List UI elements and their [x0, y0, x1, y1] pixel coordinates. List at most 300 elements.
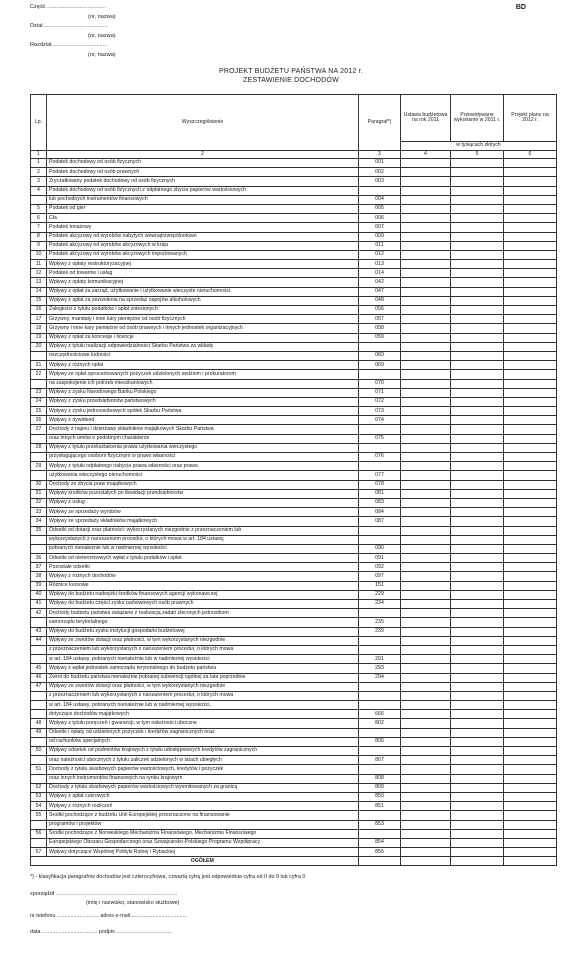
- row-description: Podatek dochodowy od osób prawnych: [47, 168, 359, 177]
- row-ustawa-cell: [401, 829, 451, 838]
- row-wykonanie-cell: [451, 250, 504, 259]
- row-paragraf: 666: [359, 710, 401, 719]
- row-paragraf: 090: [359, 544, 401, 553]
- row-description: Europejskiego Obszaru Gospodarczego oraz Szwajcarsko-Polskiego Programu Współpracy: [47, 838, 359, 847]
- row-lp: 43: [31, 627, 47, 636]
- row-plan-cell: [504, 701, 557, 710]
- row-lp: 3: [31, 177, 47, 186]
- row-ustawa-cell: [401, 526, 451, 535]
- row-plan-cell: [504, 471, 557, 480]
- row-paragraf: 007: [359, 223, 401, 232]
- row-ustawa-cell: [401, 269, 451, 278]
- row-ustawa-cell: [401, 811, 451, 820]
- row-paragraf: [359, 728, 401, 737]
- table-row: [31, 747, 557, 756]
- table-row: [31, 820, 557, 829]
- row-ustawa-cell: [401, 517, 451, 526]
- row-lp: 8: [31, 232, 47, 241]
- row-plan-cell: [504, 517, 557, 526]
- row-description: Wpływy środków pozostałych po likwidacji przedsiębiorstw: [47, 489, 359, 498]
- row-wykonanie-cell: [451, 535, 504, 544]
- row-paragraf: 006: [359, 214, 401, 223]
- table-row: [31, 701, 557, 710]
- header-unit: w tysiącach złotych: [401, 142, 557, 151]
- row-wykonanie-cell: [451, 462, 504, 471]
- row-ustawa-cell: [401, 351, 451, 360]
- table-row: [31, 691, 557, 700]
- row-description: Wpływy z opłaty restrukturyzacyjnej: [47, 260, 359, 269]
- row-wykonanie-cell: [451, 783, 504, 792]
- row-ustawa-cell: [401, 737, 451, 746]
- row-description: użytkowania wieczystego nieruchomości: [47, 471, 359, 480]
- row-lp: 15: [31, 296, 47, 305]
- row-wykonanie-cell: [451, 159, 504, 168]
- row-description: Wpływy do budżetu części zysku państwowych osób prawnych: [47, 600, 359, 609]
- row-description: Wpływy z tytułu odpłatnego nabycia prawa własności oraz prawa: [47, 462, 359, 471]
- table-row: [31, 554, 557, 563]
- row-description: w art. 184 ustawy, pobranych nienależnie lub w nadmiernej wysokości,: [47, 701, 359, 710]
- row-lp: 20: [31, 342, 47, 351]
- row-lp: [31, 195, 47, 204]
- row-ustawa-cell: [401, 315, 451, 324]
- table-row: [31, 792, 557, 801]
- row-plan-cell: [504, 407, 557, 416]
- row-description: z przeznaczeniem lub wykorzystanych z naruszeniem procedur, o których mowa: [47, 645, 359, 654]
- row-ustawa-cell: [401, 701, 451, 710]
- table-row: [31, 526, 557, 535]
- row-description: Środki pochodzące z budżetu Unii Europejskiej przeznaczone na finansowanie: [47, 811, 359, 820]
- row-description: na zaspokojenie ich potrzeb mieszkaniowych: [47, 379, 359, 388]
- row-wykonanie-cell: [451, 719, 504, 728]
- total-label: OGÓŁEM: [47, 857, 359, 866]
- row-ustawa-cell: [401, 333, 451, 342]
- row-paragraf: 235: [359, 618, 401, 627]
- row-lp: [31, 434, 47, 443]
- row-plan-cell: [504, 820, 557, 829]
- row-description: Wpływy ze sprzedaży wyrobów: [47, 508, 359, 517]
- row-ustawa-cell: [401, 434, 451, 443]
- table-row: [31, 342, 557, 351]
- colnum: 6: [504, 151, 557, 159]
- row-wykonanie-cell: [451, 361, 504, 370]
- row-description: Wpływy ze zwrotów dotacji oraz płatności, w tym wykorzystanych niezgodnie: [47, 636, 359, 645]
- row-plan-cell: [504, 600, 557, 609]
- table-row: [31, 260, 557, 269]
- row-wykonanie-cell: [451, 544, 504, 553]
- row-lp: [31, 351, 47, 360]
- row-wykonanie-cell: [451, 177, 504, 186]
- row-plan-cell: [504, 747, 557, 756]
- row-wykonanie-cell: [451, 443, 504, 452]
- row-description: Odsetki i opłaty od udzielonych pożyczek i kredytów zagranicznych oraz: [47, 728, 359, 737]
- row-wykonanie-cell: [451, 627, 504, 636]
- row-wykonanie-cell: [451, 260, 504, 269]
- table-row: [31, 783, 557, 792]
- sporzadzil-hint: (imię i nazwisko, stanowisko służbowe): [86, 900, 180, 906]
- row-wykonanie-cell: [451, 829, 504, 838]
- row-wykonanie-cell: [451, 232, 504, 241]
- row-description: Wpływy z różnych opłat: [47, 361, 359, 370]
- row-description: Wpływy z opłaty komunikacyjnej: [47, 278, 359, 287]
- table-row: [31, 186, 557, 195]
- row-lp: 21: [31, 361, 47, 370]
- row-paragraf: 076: [359, 453, 401, 462]
- form-code: BD: [515, 4, 526, 11]
- row-wykonanie-cell: [451, 600, 504, 609]
- row-ustawa-cell: [401, 664, 451, 673]
- row-lp: 32: [31, 498, 47, 507]
- row-ustawa-cell: [401, 232, 451, 241]
- row-paragraf: 057: [359, 315, 401, 324]
- row-wykonanie-cell: [451, 792, 504, 801]
- row-plan-cell: [504, 728, 557, 737]
- row-plan-cell: [504, 774, 557, 783]
- row-description: Wpływy z opłat za zezwolenia na sprzedaż napojów alkoholowych: [47, 296, 359, 305]
- row-lp: 14: [31, 287, 47, 296]
- row-paragraf: 092: [359, 563, 401, 572]
- table-row: [31, 719, 557, 728]
- colnum: 5: [451, 151, 504, 159]
- table-row: [31, 627, 557, 636]
- row-ustawa-cell: [401, 498, 451, 507]
- row-lp: 47: [31, 682, 47, 691]
- table-row: [31, 388, 557, 397]
- row-wykonanie-cell: [451, 388, 504, 397]
- row-paragraf: 014: [359, 269, 401, 278]
- row-description: Odsetki od dotacji oraz płatności: wykorzystanych niezgodnie z przeznaczeniem lub: [47, 526, 359, 535]
- row-lp: 40: [31, 590, 47, 599]
- row-lp: 35: [31, 526, 47, 535]
- row-wykonanie-cell: [451, 572, 504, 581]
- row-ustawa-cell: [401, 756, 451, 765]
- row-paragraf: 060: [359, 351, 401, 360]
- row-ustawa-cell: [401, 820, 451, 829]
- row-lp: 26: [31, 416, 47, 425]
- row-description: Dochody z tytułu skarbowych papierów wartościowych wyemitowanych za granicą: [47, 783, 359, 792]
- row-plan-cell: [504, 645, 557, 654]
- row-plan-cell: [504, 186, 557, 195]
- row-description: Środki pochodzące z Norweskiego Mechanizmu Finansowego, Mechanizmu Finansowego: [47, 829, 359, 838]
- row-plan-cell: [504, 682, 557, 691]
- row-lp: 6: [31, 214, 47, 223]
- row-lp: 51: [31, 765, 47, 774]
- row-description: lub pochodnych instrumentów finansowych: [47, 195, 359, 204]
- table-row: [31, 664, 557, 673]
- row-description: Wpływy z tytułu poręczeń i gwarancji, w tym należności uboczne: [47, 719, 359, 728]
- row-plan-cell: [504, 572, 557, 581]
- row-lp: [31, 379, 47, 388]
- table-row: [31, 645, 557, 654]
- row-plan-cell: [504, 498, 557, 507]
- row-ustawa-cell: [401, 848, 451, 857]
- row-paragraf: 293: [359, 664, 401, 673]
- table-row: [31, 480, 557, 489]
- row-plan-cell: [504, 260, 557, 269]
- row-plan-cell: [504, 287, 557, 296]
- row-plan-cell: [504, 811, 557, 820]
- dzial-label: Dział .........................................: [30, 23, 108, 29]
- row-paragraf: [359, 342, 401, 351]
- row-ustawa-cell: [401, 260, 451, 269]
- row-description: Odsetki od nieterminowych wpłat z tytułu podatków i opłat: [47, 554, 359, 563]
- row-plan-cell: [504, 250, 557, 259]
- table-row: [31, 379, 557, 388]
- row-plan-cell: [504, 627, 557, 636]
- row-description: Wpływy z zysku przedsiębiorstw państwowych: [47, 397, 359, 406]
- row-ustawa-cell: [401, 241, 451, 250]
- row-ustawa-cell: [401, 627, 451, 636]
- row-wykonanie-cell: [451, 296, 504, 305]
- row-plan-cell: [504, 306, 557, 315]
- row-description: Dochody z najmu i dzierżawy składników majątkowych Skarbu Państwa: [47, 425, 359, 434]
- row-plan-cell: [504, 673, 557, 682]
- table-row: [31, 535, 557, 544]
- row-lp: 22: [31, 370, 47, 379]
- row-paragraf: [359, 829, 401, 838]
- row-paragraf: 855: [359, 848, 401, 857]
- row-wykonanie-cell: [451, 204, 504, 213]
- table-row: [31, 517, 557, 526]
- row-plan-cell: [504, 379, 557, 388]
- row-plan-cell: [504, 756, 557, 765]
- colnum: 3: [359, 151, 401, 159]
- table-row: [31, 370, 557, 379]
- total-paragraf-cell: [359, 857, 401, 866]
- row-lp: 34: [31, 517, 47, 526]
- rozdzial-hint: (nr, nazwa): [88, 52, 116, 58]
- row-description: wykorzystanych z naruszeniem procedur, o których mowa w art. 184 ustawy,: [47, 535, 359, 544]
- czesc-label: Część ......................................: [30, 4, 107, 10]
- row-description: przysługującego osobom fizycznym w prawo własności: [47, 453, 359, 462]
- row-ustawa-cell: [401, 554, 451, 563]
- row-wykonanie-cell: [451, 489, 504, 498]
- row-description: Podatek tonażowy: [47, 223, 359, 232]
- row-lp: [31, 645, 47, 654]
- row-lp: 56: [31, 829, 47, 838]
- row-paragraf: 070: [359, 379, 401, 388]
- row-wykonanie-cell: [451, 682, 504, 691]
- row-wykonanie-cell: [451, 581, 504, 590]
- row-lp: [31, 618, 47, 627]
- row-plan-cell: [504, 480, 557, 489]
- row-paragraf: [359, 186, 401, 195]
- table-row: [31, 306, 557, 315]
- row-lp: 46: [31, 673, 47, 682]
- row-description: Podatek od gier: [47, 204, 359, 213]
- row-lp: [31, 655, 47, 664]
- row-paragraf: 009: [359, 232, 401, 241]
- row-lp: 42: [31, 609, 47, 618]
- page-subtitle: ZESTAWIENIE DOCHODÓW: [243, 77, 339, 84]
- row-ustawa-cell: [401, 710, 451, 719]
- row-plan-cell: [504, 462, 557, 471]
- row-paragraf: 074: [359, 416, 401, 425]
- row-plan-cell: [504, 581, 557, 590]
- row-wykonanie-cell: [451, 554, 504, 563]
- row-description: Podatek akcyzowy od wyrobów akcyzowych importowanych: [47, 250, 359, 259]
- row-lp: 25: [31, 407, 47, 416]
- row-wykonanie-cell: [451, 498, 504, 507]
- row-description: programów i projektów: [47, 820, 359, 829]
- table-row: [31, 811, 557, 820]
- row-wykonanie-cell: [451, 425, 504, 434]
- row-plan-cell: [504, 618, 557, 627]
- row-description: Dochody z tytułu skarbowych papierów wartościowych, kredytów i pożyczek: [47, 765, 359, 774]
- row-lp: 50: [31, 747, 47, 756]
- row-description: Wpływy dotyczące Wspólnej Polityki Rolnej i Rybackiej: [47, 848, 359, 857]
- row-plan-cell: [504, 590, 557, 599]
- row-ustawa-cell: [401, 250, 451, 259]
- row-description: Cła: [47, 214, 359, 223]
- row-plan-cell: [504, 636, 557, 645]
- row-wykonanie-cell: [451, 811, 504, 820]
- row-wykonanie-cell: [451, 324, 504, 333]
- row-plan-cell: [504, 416, 557, 425]
- row-ustawa-cell: [401, 636, 451, 645]
- row-ustawa-cell: [401, 802, 451, 811]
- row-description: Wpływy z opłat za koncesje i licencje: [47, 333, 359, 342]
- row-plan-cell: [504, 563, 557, 572]
- row-wykonanie-cell: [451, 342, 504, 351]
- row-lp: 52: [31, 783, 47, 792]
- row-plan-cell: [504, 324, 557, 333]
- row-lp: 7: [31, 223, 47, 232]
- row-lp: 12: [31, 269, 47, 278]
- table-row: [31, 296, 557, 305]
- row-lp: 31: [31, 489, 47, 498]
- table-row: [31, 453, 557, 462]
- row-description: Wpływy z różnych dochodów: [47, 572, 359, 581]
- table-row: [31, 682, 557, 691]
- row-lp: 1: [31, 159, 47, 168]
- row-wykonanie-cell: [451, 609, 504, 618]
- row-ustawa-cell: [401, 388, 451, 397]
- row-ustawa-cell: [401, 195, 451, 204]
- row-plan-cell: [504, 710, 557, 719]
- row-ustawa-cell: [401, 728, 451, 737]
- row-wykonanie-cell: [451, 618, 504, 627]
- row-ustawa-cell: [401, 204, 451, 213]
- row-wykonanie-cell: [451, 774, 504, 783]
- row-description: Podatek od towarów i usług: [47, 269, 359, 278]
- row-plan-cell: [504, 195, 557, 204]
- row-paragraf: 850: [359, 792, 401, 801]
- row-plan-cell: [504, 333, 557, 342]
- table-row: [31, 443, 557, 452]
- row-ustawa-cell: [401, 361, 451, 370]
- row-paragraf: 291: [359, 655, 401, 664]
- rozdzial-label: Rozdział ...................................: [30, 42, 108, 48]
- table-row: [31, 508, 557, 517]
- row-description: oraz należności ubocznych z tytułu zaliczek udzielonych w latach ubiegłych: [47, 756, 359, 765]
- table-row: [31, 287, 557, 296]
- table-row: [31, 351, 557, 360]
- row-plan-cell: [504, 434, 557, 443]
- row-paragraf: 003: [359, 177, 401, 186]
- row-paragraf: [359, 811, 401, 820]
- row-lp: 54: [31, 802, 47, 811]
- row-wykonanie-cell: [451, 315, 504, 324]
- row-description: Wpływy z usług: [47, 498, 359, 507]
- row-lp: [31, 710, 47, 719]
- row-wykonanie-cell: [451, 563, 504, 572]
- row-ustawa-cell: [401, 278, 451, 287]
- colnum: 1: [31, 151, 47, 159]
- row-plan-cell: [504, 370, 557, 379]
- row-lp: [31, 737, 47, 746]
- row-paragraf: [359, 701, 401, 710]
- row-wykonanie-cell: [451, 416, 504, 425]
- row-description: Dochody budżetu państwa związane z realizacją zadań zleconych jednostkom: [47, 609, 359, 618]
- data-field: data ..................................... podpis .....................................: [30, 929, 172, 935]
- table-row: [31, 324, 557, 333]
- row-ustawa-cell: [401, 838, 451, 847]
- row-plan-cell: [504, 296, 557, 305]
- row-lp: 37: [31, 563, 47, 572]
- row-wykonanie-cell: [451, 397, 504, 406]
- row-plan-cell: [504, 544, 557, 553]
- row-ustawa-cell: [401, 655, 451, 664]
- row-wykonanie-cell: [451, 673, 504, 682]
- total-wykonanie-cell: [451, 857, 504, 866]
- row-ustawa-cell: [401, 370, 451, 379]
- row-description: oraz innych umów o podobnym charakterze: [47, 434, 359, 443]
- table-row: [31, 434, 557, 443]
- row-lp: 44: [31, 636, 47, 645]
- row-ustawa-cell: [401, 342, 451, 351]
- row-wykonanie-cell: [451, 333, 504, 342]
- row-description: Dochody ze zbycia praw majątkowych: [47, 480, 359, 489]
- row-paragraf: 056: [359, 306, 401, 315]
- row-wykonanie-cell: [451, 691, 504, 700]
- row-lp: [31, 453, 47, 462]
- row-ustawa-cell: [401, 691, 451, 700]
- table-row: [31, 544, 557, 553]
- table-row: [31, 407, 557, 416]
- row-paragraf: [359, 526, 401, 535]
- row-description: Wpływy ze zwrotów dotacji oraz płatności, w tym wykorzystanych niezgodnie: [47, 682, 359, 691]
- row-description: Zryczałtowany podatek dochodowy od osób fizycznych: [47, 177, 359, 186]
- row-plan-cell: [504, 508, 557, 517]
- row-lp: 27: [31, 425, 47, 434]
- row-ustawa-cell: [401, 168, 451, 177]
- row-wykonanie-cell: [451, 728, 504, 737]
- row-paragraf: 071: [359, 388, 401, 397]
- row-description: Grzywny i inne kary pieniężne od osób prawnych i innych jednostek organizacyjnych: [47, 324, 359, 333]
- row-wykonanie-cell: [451, 848, 504, 857]
- row-lp: 36: [31, 554, 47, 563]
- total-plan-cell: [504, 857, 557, 866]
- row-description: z przeznaczeniem lub wykorzystanych z naruszeniem procedur, o których mowa: [47, 691, 359, 700]
- row-description: samorządu terytorialnego: [47, 618, 359, 627]
- row-paragraf: 239: [359, 627, 401, 636]
- header-description: Wyszczególnienie: [47, 95, 359, 151]
- row-paragraf: [359, 535, 401, 544]
- row-ustawa-cell: [401, 397, 451, 406]
- row-plan-cell: [504, 269, 557, 278]
- row-wykonanie-cell: [451, 186, 504, 195]
- row-description: oszczędnościowe ludności: [47, 351, 359, 360]
- row-description: oraz innych instrumentów finansowych na rynku krajowym: [47, 774, 359, 783]
- row-wykonanie-cell: [451, 223, 504, 232]
- row-lp: [31, 535, 47, 544]
- row-paragraf: 073: [359, 407, 401, 416]
- row-ustawa-cell: [401, 618, 451, 627]
- row-wykonanie-cell: [451, 434, 504, 443]
- row-plan-cell: [504, 351, 557, 360]
- total-ustawa-cell: [401, 857, 451, 866]
- row-ustawa-cell: [401, 223, 451, 232]
